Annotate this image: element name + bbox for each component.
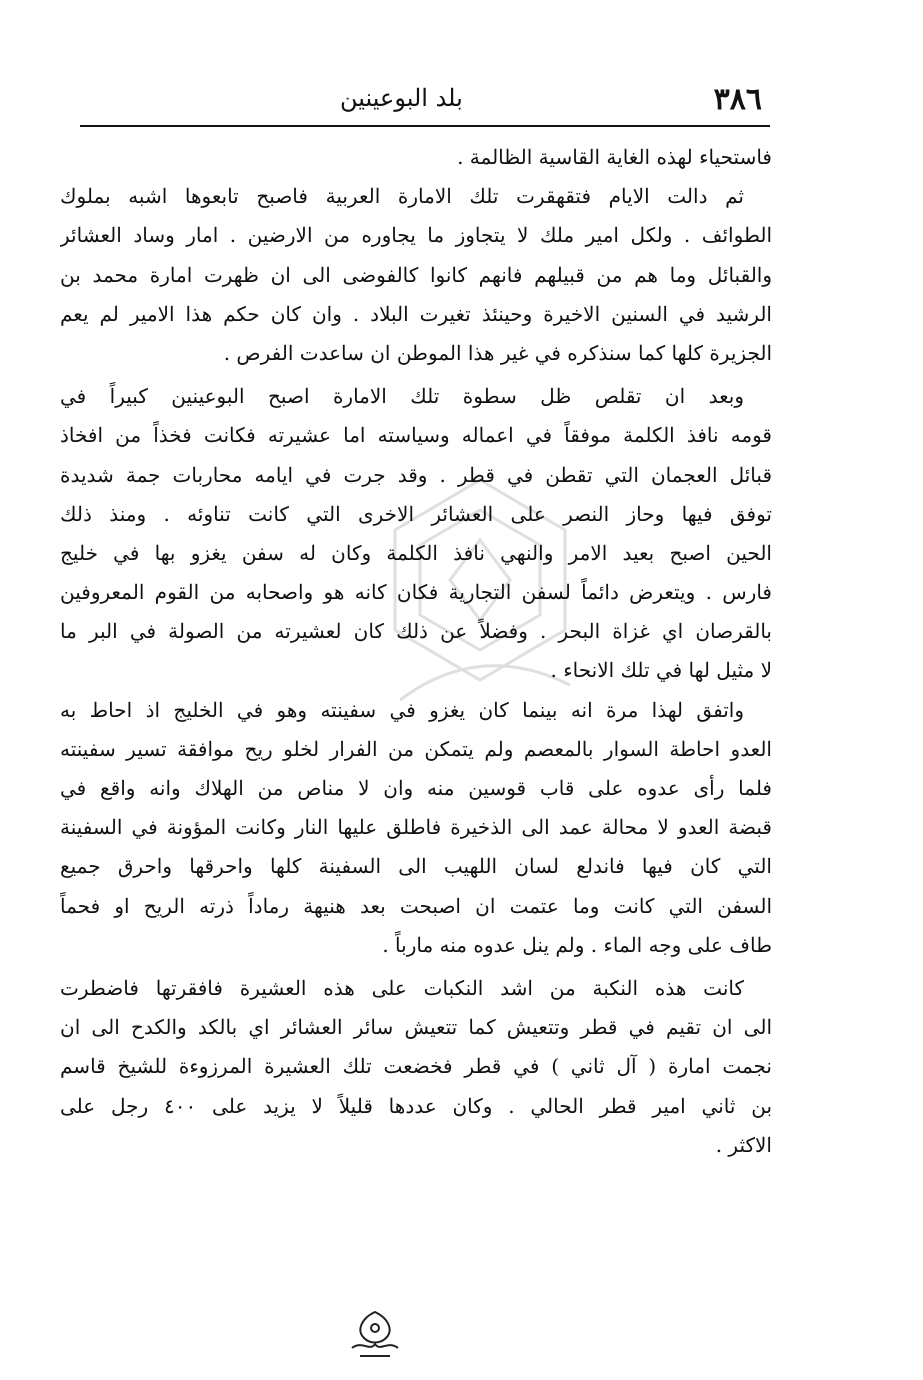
text-line: توفق فيها وحاز النصر على العشائر الاخرى التي كانت تناوئه . ومنذ ذلك (60, 501, 772, 526)
text-line: لا مثيل لها في تلك الانحاء . (550, 658, 772, 683)
text-line: نجمت امارة ( آل ثاني ) في قطر فخضعت تلك العشيرة المرزوءة للشيخ قاسم (60, 1054, 772, 1079)
text-line: فارس . ويتعرض دائماً لسفن التجارية فكان كانه هو واصحابه من القوم المعروفين (60, 580, 772, 605)
text-line: بالقرصان اي غزاة البحر . وفضلاً عن ذلك كان لعشيرته من الصولة في البر ما (60, 619, 772, 644)
text-line: فلما رأى عدوه على قاب قوسين منه وان لا مناص من الهلاك وانه واقع في (60, 776, 772, 800)
text-line: السفن التي كانت وما عتمت ان اصبحت بعد هنيهة رماداً ذرته الريح او فحماً (60, 893, 772, 918)
text-line: الحين اصبح بعيد الامر والنهي نافذ الكلمة وكان له سفن يغزو بها في خليج (60, 540, 772, 565)
text-line: طاف على وجه الماء . ولم ينل عدوه منه مارباً . (382, 932, 772, 957)
text-line: التي كان فيها فاندلع لسان اللهيب الى السفينة كلها واحرقها واحرق جميع (60, 854, 772, 879)
page-number: ٣٨٦ (713, 82, 762, 117)
text-line: الى ان تقيم في قطر وتتعيش كما تتعيش سائر العشائر اي بالكد والكدح الى ان (60, 1015, 772, 1040)
text-line: ثم دالت الايام فتقهقرت تلك الامارة العربية فاصبح تابعوها اشبه بملوك (60, 184, 744, 209)
header-rule (80, 125, 770, 127)
text-line: الجزيرة كلها كما سنذكره في غير هذا الموطن ان ساعدت الفرص . (223, 340, 772, 365)
page-header (75, 78, 767, 122)
text-line: قومه نافذ الكلمة موفقاً في اعماله وسياسته اما عشيرته فكانت فخذاً من افخاذ (60, 423, 772, 448)
text-line: والقبائل وما هم من قبيلهم فانهم كانوا كالفوضى الى ان ظهرت امارة محمد بن (60, 262, 772, 287)
text-line: الرشيد في السنين الاخيرة وحينئذ تغيرت البلاد . وان كان حكم هذا الامير لم يعم (60, 301, 772, 326)
text-line: قبائل العجمان التي تقطن في قطر . وقد جرت في ايامه محاربات جمة شديدة (60, 462, 772, 487)
text-line: العدو احاطة السوار بالمعصم ولم يتمكن من الفرار لخلو ريح موافقة تسير سفينته (60, 736, 772, 761)
text-line: بن ثاني امير قطر الحالي . وكان عددها قليلاً لا يزيد على ٤٠٠ رجل على (60, 1093, 772, 1118)
text-line: واتفق لهذا مرة انه بينما كان يغزو في سفينته وهو في الخليج اذ احاط به (60, 697, 744, 722)
ornament-icon (342, 1308, 408, 1360)
text-line: الطوائف . ولكل امير ملك لا يتجاوز ما يجاوره من الارضين . امار وساد العشائر (60, 223, 772, 248)
text-line: قبضة العدو لا محالة عمد الى الذخيرة فاطلق عليها النار وكانت المؤونة في السفينة (60, 815, 772, 840)
running-title: بلد البوعينين (340, 84, 463, 112)
text-line: كانت هذه النكبة من اشد النكبات على هذه العشيرة فافقرتها فاضطرت (60, 975, 744, 1000)
body-text (60, 138, 772, 1165)
text-line: الاكثر . (715, 1132, 772, 1157)
text-line: فاستحياء لهذه الغاية القاسية الظالمة . (457, 145, 772, 169)
text-line: وبعد ان تقلص ظل سطوة تلك الامارة اصبح البوعينين كبيراً في (60, 384, 744, 409)
